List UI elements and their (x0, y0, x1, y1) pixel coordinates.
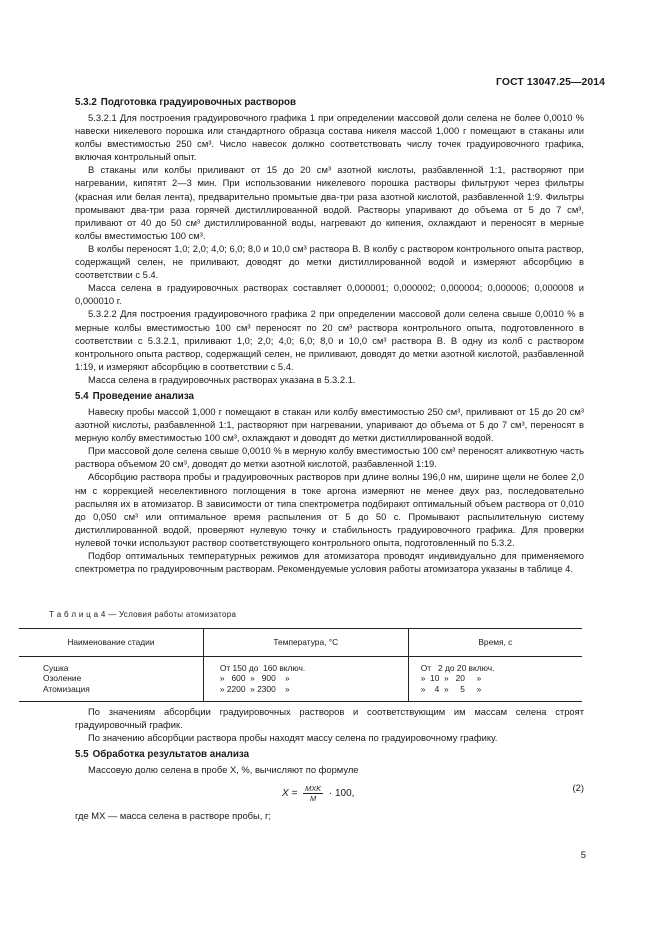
table-header-cell: Температура, °С (203, 629, 408, 656)
formula-rhs: · 100, (328, 788, 355, 800)
table-caption: Т а б л и ц а 4 — Условия работы атомизатора (49, 610, 237, 620)
document-body (43, 96, 584, 822)
formula-fraction (303, 784, 323, 803)
formula-2 (75, 779, 584, 809)
time-value: » 10 » 20 » (420, 673, 482, 684)
section-number: 5.3.2 (75, 97, 97, 108)
section-number: 5.4 (75, 390, 89, 402)
stage-name: Сушка (43, 662, 69, 673)
paragraph: Подбор оптимальных температурных режимов для атомизатора проводят индивидуально для применяемого спектрометра по градуировочным растворам. Рекомендуемые условия работы атомизатора указаны в таблице 4. (75, 550, 584, 575)
temperature-value: От 150 до 160 включ. (219, 662, 306, 673)
paragraph: 5.3.2.1 Для построения градуировочного графика 1 при определении массовой доли селена не более 0,0010 % навески никелевого порошка или стандартного образца состава никеля массой 1,000 г помещают в стаканы или колбы вместимостью 250 см³. Число навесок должно соответствовать числу точек градуировочного графика, включая контрольный опыт. (75, 112, 584, 163)
atomizer-conditions-table (19, 628, 582, 702)
page-number: 5 (580, 849, 586, 860)
paragraph: Навеску пробы массой 1,000 г помещают в стакан или колбу вместимостью 250 см³, приливают от 15 до 20 см³ азотной кислоты, разбавленной 1:1, растворяют при нагревании, упаривают до объема от 5 до 7 см³, переносят в мерную колбу вместимостью 100 см³, охлаждают и доводят до метки дистиллированной водой. (75, 405, 584, 444)
formula-where: где MX — масса селена в растворе пробы, г; (75, 810, 272, 822)
temperature-value: » 2200 » 2300 » (219, 683, 290, 694)
table-cell-time (408, 656, 582, 701)
paragraph: Абсорбцию раствора пробы и градуировочных растворов при длине волны 196,0 нм, ширине щели не более 2,0 нм с коррекцией неселективного поглощения в токе аргона измеряют не менее двух раз, последовательно распыляя их в атомизатор. В зависимости от типа спектрометра подбирают оптимальный объем раствора от 0,010 до 0,050 см³ или оптимальное время распыления от 5 до 50 с. Промывают распылительную систему дистиллированной водой, проверяют нулевую точку и стабильность градуировочного графика. Для проверки нулевой точки используют раствор соответствующего контрольного опыта, подготовленный по 5.3.2. (75, 471, 584, 548)
section-title: Обработка результатов анализа (92, 749, 250, 761)
section-5-5-heading (75, 748, 584, 761)
section-number: 5.5 (75, 749, 89, 761)
paragraph: При массовой доле селена свыше 0,0010 % в мерную колбу вместимостью 100 см³ переносят аликвотную часть раствора объемом 20 см³, доводят до метки азотной кислотой, разбавленной 1:19. (75, 445, 584, 470)
table-cell-temperature (203, 656, 408, 701)
section-title: Подготовка градуировочных растворов (100, 97, 296, 108)
denominator-text: M (310, 794, 317, 804)
table-header-cell: Наименование стадии (19, 629, 203, 656)
time-value: От 2 до 20 включ. (420, 662, 495, 673)
formula-number: (2) (572, 782, 584, 794)
time-value: » 4 » 5 » (420, 683, 482, 694)
table-header-row (19, 629, 582, 656)
paragraph: По значению абсорбции раствора пробы находят массу селена по градуировочному графику. (88, 732, 498, 744)
formula-lhs: X = (282, 788, 298, 800)
table-header-cell: Время, с (408, 629, 582, 656)
standard-header: ГОСТ 13047.25—2014 (496, 77, 605, 88)
paragraph: В колбы переносят 1,0; 2,0; 4,0; 6,0; 8,0 и 10,0 см³ раствора В. В колбу с раствором контрольного опыта раствор, содержащий селен, не приливают, доводят до метки дистиллированной водой и измеряют абсорбцию в соответствии с 5.4. (75, 242, 584, 281)
temperature-value: » 600 » 900 » (219, 673, 290, 684)
section-5-4-heading (75, 390, 584, 403)
stage-name: Озоление (43, 673, 82, 684)
stage-name: Атомизация (43, 683, 90, 694)
formula-denominator (303, 794, 323, 803)
paragraph: Масса селена в градуировочных растворах составляет 0,000001; 0,000002; 0,000004; 0,000006; 0,000008 и 0,000010 г. (75, 282, 584, 307)
paragraph: 5.3.2.2 Для построения градуировочного графика 2 при определении массовой доли селена свыше 0,0010 % в мерные колбы вместимостью 100 см³ переносят по 20 см³ раствора контрольного опыта, подготовленного в соответствии с 5.3.2.1, приливают 1,0; 2,0; 4,0; 6,0; 8,0 и 10,0 см³ раствора В. В одну из колб с раствором контрольного опыта раствор, содержащий селен, не приливают, доводят до метки азотной кислотой, разбавленной 1:19, и измеряют абсорбцию в соответствии с 5.4. (75, 308, 584, 372)
numerator-text: MXK (305, 784, 322, 794)
section-5-3-2-heading (75, 96, 584, 109)
formula-expression (282, 784, 354, 803)
section-title: Проведение анализа (92, 390, 195, 402)
paragraph: Массовую долю селена в пробе X, %, вычисляют по формуле (88, 764, 359, 776)
table-cell-stage (19, 656, 203, 701)
table-row (19, 656, 582, 701)
paragraph: По значениям абсорбции градуировочных растворов и соответствующим им массам селена строят градуировочный график. (75, 705, 584, 730)
paragraph: В стаканы или колбы приливают от 15 до 20 см³ азотной кислоты, разбавленной 1:1, растворяют при нагревании, кипятят 2—3 мин. При использовании никелевого порошка растворы фильтруют через фильтры (красная или белая лента), предварительно промытые два-три раза азотной кислотой, разбавленной 1:9. Фильтры промывают два-три раза горячей дистиллированной водой. Растворы упаривают до объема от 5 до 7 см³, приливают от 40 до 50 см³ дистиллированной воды, нагревают до кипения, охлаждают и переносят в мерные колбы вместимостью 100 см³. (75, 164, 584, 241)
paragraph: Масса селена в градуировочных растворах указана в 5.3.2.1. (88, 373, 356, 385)
formula-numerator (303, 784, 323, 794)
